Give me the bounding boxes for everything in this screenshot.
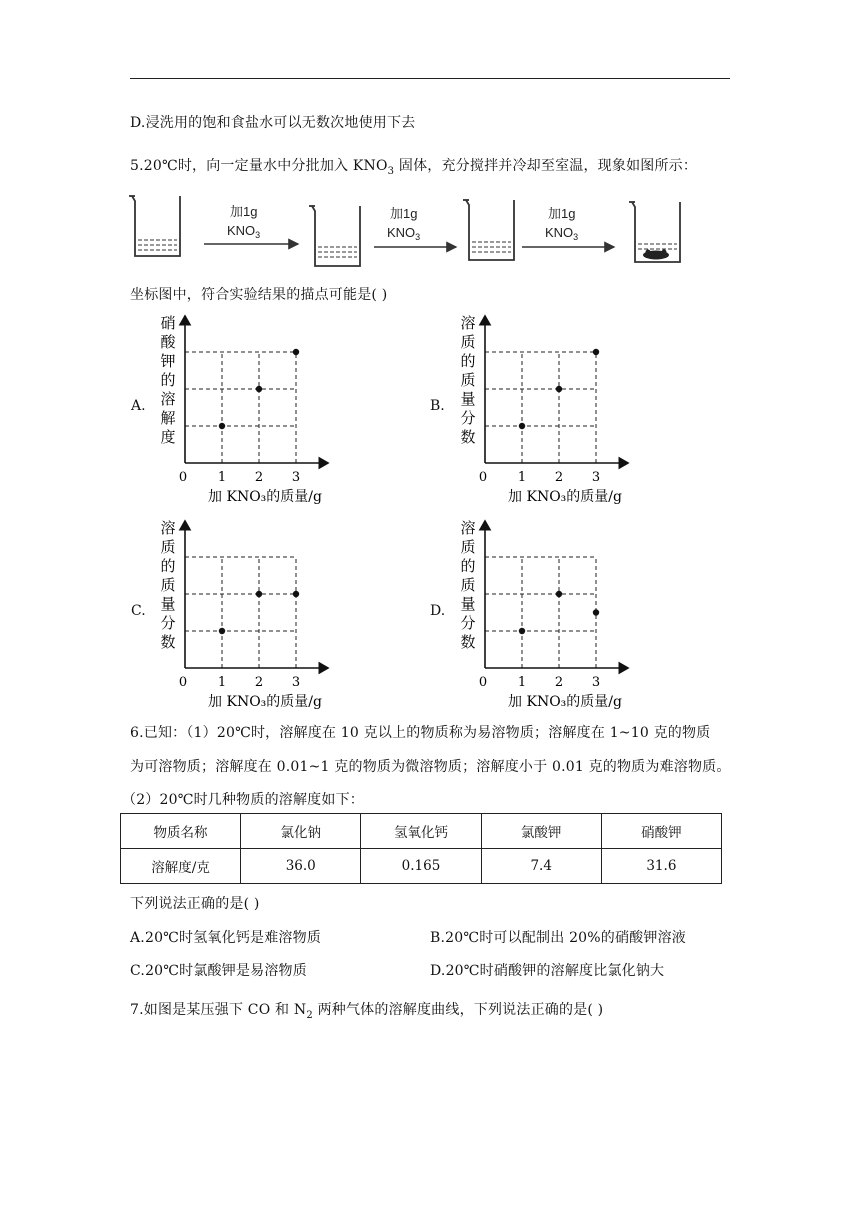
x-tick-label: 0 xyxy=(478,470,488,485)
q6-option-b: B.20℃时可以配制出 20%的硝酸钾溶液 xyxy=(430,930,686,946)
step-arrow-1 xyxy=(204,204,298,244)
beaker-1 xyxy=(129,196,180,256)
data-point xyxy=(556,386,562,392)
table-cell: 氯化钠 xyxy=(241,814,361,849)
x-tick-label: 1 xyxy=(217,675,227,690)
y-axis-label: 溶质的质量分数 xyxy=(160,519,176,651)
svg-text:KNO3 xyxy=(387,225,420,242)
option-c-letter: C. xyxy=(131,603,146,619)
step-reagent: KNO xyxy=(545,225,574,240)
x-tick-label: 1 xyxy=(217,470,227,485)
x-tick-label: 1 xyxy=(517,470,527,485)
y-axis-label: 硝酸钾的溶解度 xyxy=(160,314,176,446)
data-point xyxy=(293,349,299,355)
graph-a xyxy=(150,308,340,508)
x-tick-label: 2 xyxy=(254,675,264,690)
y-axis-label: 溶质的质量分数 xyxy=(460,314,476,446)
data-point xyxy=(556,591,562,597)
table-cell: 硝酸钾 xyxy=(601,814,721,849)
x-axis-label: 加 KNO₃的质量/g xyxy=(208,694,322,710)
beaker-4 xyxy=(629,202,680,262)
x-tick-label: 2 xyxy=(554,470,564,485)
q7-stem-part2: 两种气体的溶解度曲线，下列说法正确的是( ) xyxy=(312,1002,604,1018)
table-cell: 36.0 xyxy=(241,849,361,884)
q4-option-d: D.浸洗用的饱和食盐水可以无数次地使用下去 xyxy=(130,115,416,131)
q6-option-d: D.20℃时硝酸钾的溶解度比氯化钠大 xyxy=(430,963,665,979)
data-point xyxy=(593,609,599,615)
q6-option-a: A.20℃时氢氧化钙是难溶物质 xyxy=(130,930,322,946)
q5-stem-part2: 固体，充分搅拌并冷却至室温，现象如图所示： xyxy=(394,158,698,174)
x-tick-label: 0 xyxy=(478,675,488,690)
table-cell: 溶解度/克 xyxy=(121,849,241,884)
solubility-table xyxy=(120,813,722,884)
data-point xyxy=(519,628,525,634)
x-tick-label: 1 xyxy=(517,675,527,690)
header-rule xyxy=(130,78,730,79)
graph-b xyxy=(450,308,640,508)
graph-d xyxy=(450,513,640,713)
q5-stem-sub: 3 xyxy=(387,165,395,177)
x-tick-label: 3 xyxy=(291,470,301,485)
table-cell: 物质名称 xyxy=(121,814,241,849)
table-cell: 氢氧化钙 xyxy=(361,814,481,849)
q6-prompt: 下列说法正确的是( ) xyxy=(130,896,260,912)
option-a-letter: A. xyxy=(131,398,146,414)
x-axis-label: 加 KNO₃的质量/g xyxy=(508,694,622,710)
option-b-letter: B. xyxy=(430,398,445,414)
beaker-sequence-figure xyxy=(126,192,706,270)
beaker-3 xyxy=(463,200,514,260)
beaker-2 xyxy=(309,206,360,266)
table-cell: 31.6 xyxy=(601,849,721,884)
x-axis-label: 加 KNO₃的质量/g xyxy=(508,489,622,505)
step-label: 加1g xyxy=(548,206,576,221)
q6-line3: （2）20℃时几种物质的溶解度如下： xyxy=(122,792,364,808)
table-header-row xyxy=(121,814,722,849)
step-arrow-3 xyxy=(522,206,614,247)
data-point xyxy=(219,628,225,634)
q6-option-c: C.20℃时氯酸钾是易溶物质 xyxy=(130,963,307,979)
table-cell: 氯酸钾 xyxy=(481,814,601,849)
graph-c xyxy=(150,513,340,713)
data-point xyxy=(293,591,299,597)
x-tick-label: 3 xyxy=(291,675,301,690)
svg-text:KNO3 xyxy=(227,223,260,240)
data-point xyxy=(593,349,599,355)
x-tick-label: 3 xyxy=(591,675,601,690)
x-tick-label: 2 xyxy=(254,470,264,485)
step-reagent-sub: 3 xyxy=(255,230,261,240)
table-cell: 7.4 xyxy=(481,849,601,884)
step-arrow-2 xyxy=(374,206,456,247)
step-reagent-sub: 3 xyxy=(573,232,579,242)
data-point xyxy=(256,386,262,392)
step-reagent-sub: 3 xyxy=(415,232,421,242)
q7-stem xyxy=(130,999,603,1021)
step-reagent: KNO xyxy=(387,225,416,240)
q5-stem xyxy=(130,155,697,177)
x-tick-label: 0 xyxy=(178,675,188,690)
data-point xyxy=(219,423,225,429)
x-tick-label: 2 xyxy=(554,675,564,690)
step-label: 加1g xyxy=(390,206,418,221)
step-reagent: KNO xyxy=(227,223,256,238)
q5-prompt: 坐标图中，符合实验结果的描点可能是( ) xyxy=(130,287,388,303)
x-tick-label: 3 xyxy=(591,470,601,485)
x-tick-label: 0 xyxy=(178,470,188,485)
q5-stem-part1: 5.20℃时，向一定量水中分批加入 KNO xyxy=(130,158,388,174)
q7-stem-part1: 7.如图是某压强下 CO 和 N xyxy=(130,1002,307,1018)
q7-stem-sub: 2 xyxy=(306,1009,313,1021)
y-axis-label: 溶质的质量分数 xyxy=(460,519,476,651)
data-point xyxy=(519,423,525,429)
option-d-letter: D. xyxy=(430,603,446,619)
step-label: 加1g xyxy=(230,204,258,219)
q6-line1: 6.已知：（1）20℃时，溶解度在 10 克以上的物质称为易溶物质；溶解度在 1~10 克的物质 xyxy=(130,725,711,741)
q6-line2: 为可溶物质；溶解度在 0.01~1 克的物质为微溶物质；溶解度小于 0.01 克的物质为难溶物质。 xyxy=(130,759,731,775)
data-point xyxy=(256,591,262,597)
svg-text:KNO3 xyxy=(545,225,578,242)
x-axis-label: 加 KNO₃的质量/g xyxy=(208,489,322,505)
table-row xyxy=(121,849,722,884)
table-cell: 0.165 xyxy=(361,849,481,884)
